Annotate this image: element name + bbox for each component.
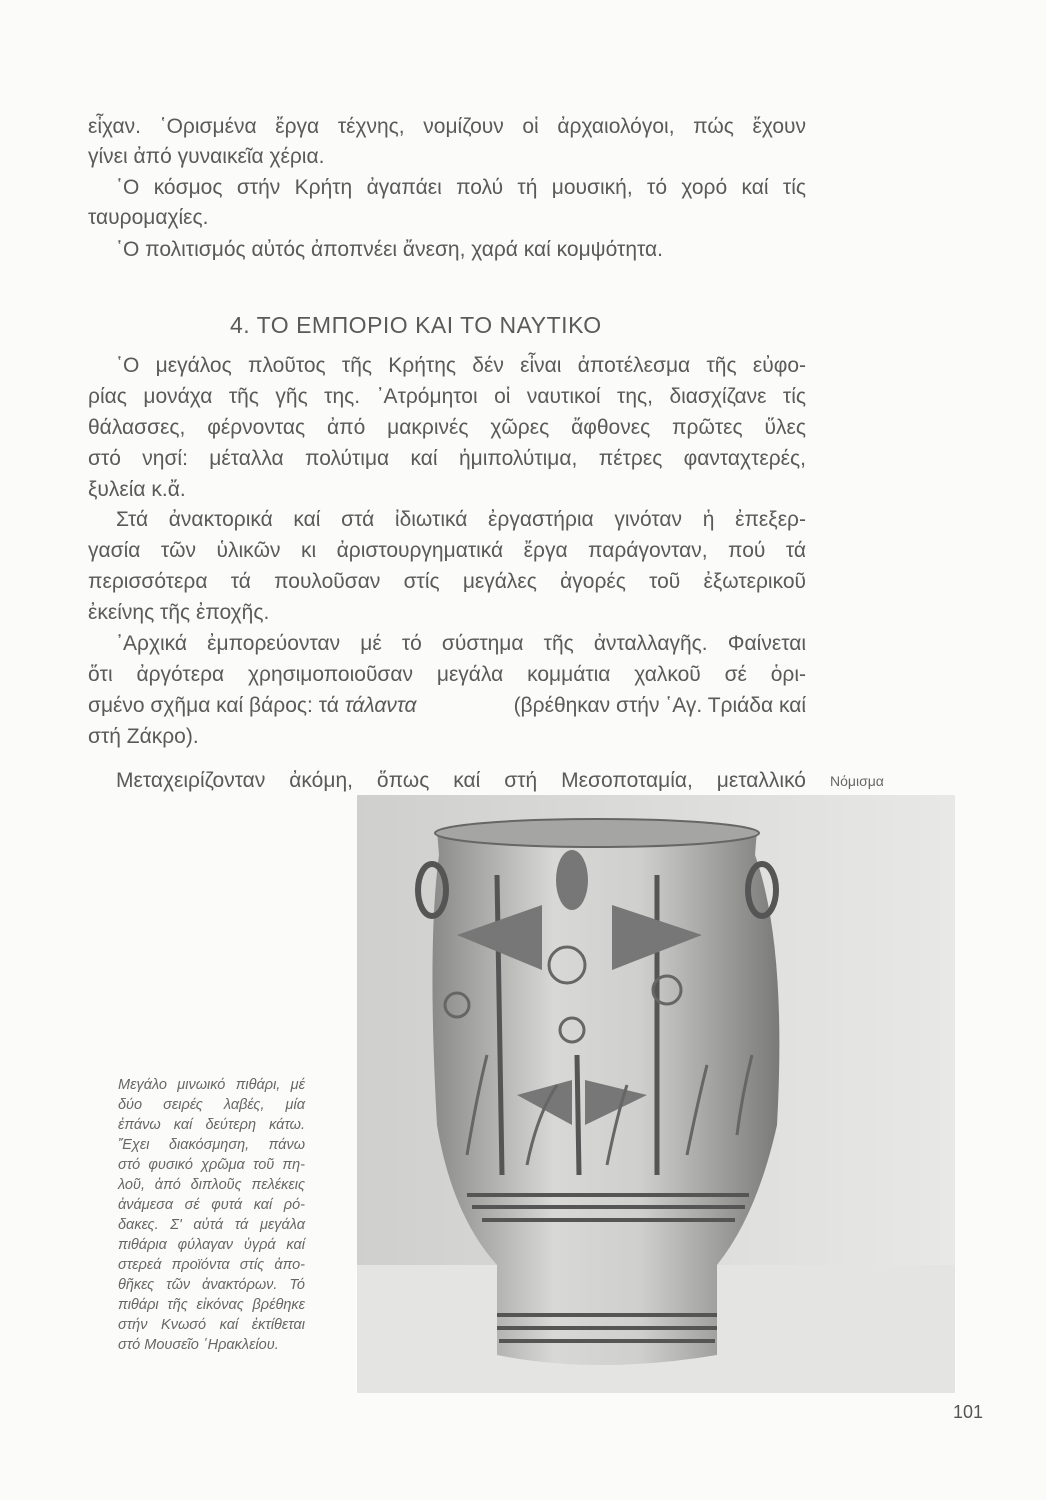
caption-line: στό φυσικό χρῶμα τοῦ πη- xyxy=(118,1157,305,1173)
text-line: ῾Ο μεγάλος πλοῦτος τῆς Κρήτης δέν εἶναι ἀποτέλεσμα τῆς εὐφο- xyxy=(116,354,806,377)
text-line: ὅτι ἀργότερα χρησιμοποιοῦσαν μεγάλα κομμάτια χαλκοῦ σέ ὁρι- xyxy=(88,663,806,686)
text-segment: σμένο σχῆμα καί βάρος: τά xyxy=(88,694,339,717)
text-line: ῾Ο πολιτισμός αὐτός ἀποπνέει ἄνεση, χαρά καί κομψότητα. xyxy=(116,238,663,261)
text-line: ἐκείνης τῆς ἐποχῆς. xyxy=(88,601,270,624)
caption-line: Ἔχει διακόσμηση, πάνω xyxy=(118,1137,305,1153)
caption-line: στήν Κνωσό καί ἐκτίθεται xyxy=(118,1317,305,1333)
caption-line: στό Μουσεῖο ῾Ηρακλείου. xyxy=(118,1337,279,1353)
text-line: ταυρομαχίες. xyxy=(88,206,209,229)
text-line: Στά ἀνακτορικά καί στά ἰδιωτικά ἐργαστήρια γινόταν ἡ ἐπεξερ- xyxy=(116,508,806,531)
caption-line: δακες. Σ' αὐτά τά μεγάλα xyxy=(118,1217,305,1233)
text-segment: (βρέθηκαν στήν ῾Αγ. Τριάδα καί xyxy=(513,694,806,717)
text-line: θάλασσες, φέρνοντας ἀπό μακρινές χῶρες ἄφθονες πρῶτες ὕλες xyxy=(88,416,806,439)
caption-line: δύο σειρές λαβές, μία xyxy=(118,1097,305,1113)
text-line: στή Ζάκρο). xyxy=(88,725,199,748)
margin-note: Νόμισμα xyxy=(830,773,884,789)
caption-line: λοῦ, ἀπό διπλοῦς πελέκεις xyxy=(118,1177,305,1193)
text-line: εἶχαν. ῾Ορισμένα ἔργα τέχνης, νομίζουν οἱ ἀρχαιολόγοι, πώς ἔχουν xyxy=(88,115,806,138)
text-line: γίνει ἀπό γυναικεῖα χέρια. xyxy=(88,145,325,168)
text-line: Μεταχειρίζονταν ἀκόμη, ὅπως καί στή Μεσοποταμία, μεταλλικό xyxy=(116,769,806,792)
text-line: περισσότερα τά πουλοῦσαν στίς μεγάλες ἀγορές τοῦ ἐξωτερικοῦ xyxy=(88,570,806,593)
caption-line: πιθάρι τῆς εἰκόνας βρέθηκε xyxy=(118,1297,305,1313)
text-line: ξυλεία κ.ἄ. xyxy=(88,478,186,501)
italic-term: τάλαντα xyxy=(344,694,417,717)
text-line: γασία τῶν ὑλικῶν κι ἀριστουργηματικά ἔργα παράγονταν, πού τά xyxy=(88,539,806,562)
page-number: 101 xyxy=(953,1402,984,1422)
caption-line: ἀνάμεσα σέ φυτά καί ρό- xyxy=(118,1197,305,1213)
caption-line: ἐπάνω καί δεύτερη κάτω. xyxy=(118,1117,305,1133)
text-group xyxy=(88,693,416,719)
caption-line: Μεγάλο μινωικό πιθάρι, μέ xyxy=(118,1077,305,1093)
text-line xyxy=(88,693,806,719)
text-line: ᾿Αρχικά ἐμπορεύονταν μέ τό σύστημα τῆς ἀνταλλαγῆς. Φαίνεται xyxy=(116,632,806,655)
text-line: ρίας μονάχα τῆς γῆς της. ᾿Ατρόμητοι οἱ ναυτικοί της, διασχίζανε τίς xyxy=(88,385,806,408)
caption-line: στερεά προϊόντα στίς ἀπο- xyxy=(118,1257,305,1273)
pithos-photo xyxy=(357,795,955,1393)
text-line: ῾Ο κόσμος στήν Κρήτη ἀγαπάει πολύ τή μουσική, τό χορό καί τίς xyxy=(116,176,806,199)
text-line: στό νησί: μέταλλα πολύτιμα καί ἡμιπολύτιμα, πέτρες φανταχτερές, xyxy=(88,447,806,470)
caption-line: πιθάρια φύλαγαν ὑγρά καί xyxy=(118,1237,305,1253)
caption-line: θῆκες τῶν ἀνακτόρων. Τό xyxy=(118,1277,305,1293)
section-heading: 4. ΤΟ ΕΜΠΟΡΙΟ ΚΑΙ ΤΟ ΝΑΥΤΙΚΟ xyxy=(230,312,602,338)
